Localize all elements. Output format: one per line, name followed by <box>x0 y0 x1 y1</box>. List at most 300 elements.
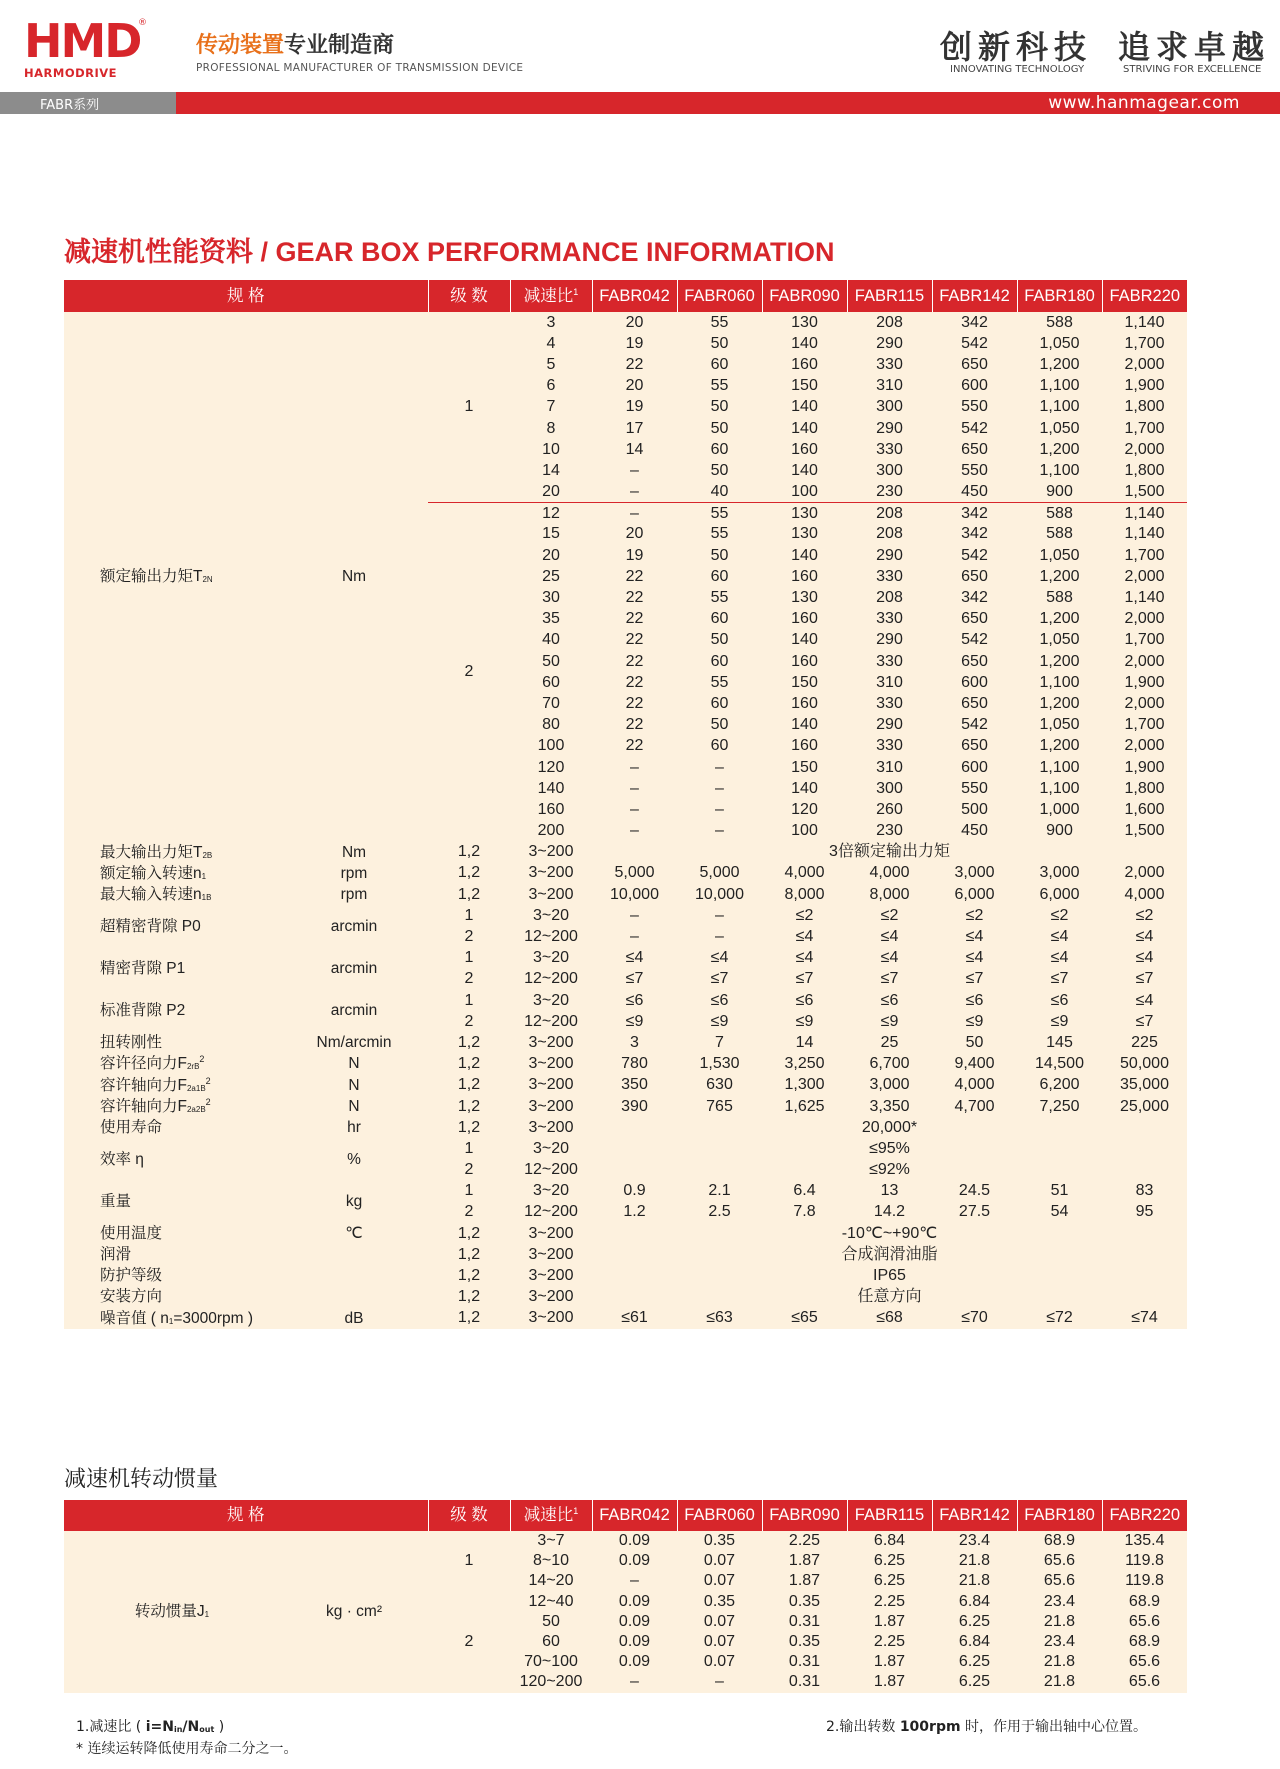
ratio-cell: 3~200 <box>510 842 592 863</box>
value-cell: 765 <box>677 1096 762 1117</box>
value-cell: 1,100 <box>1017 672 1102 693</box>
value-cell: 1,100 <box>1017 376 1102 397</box>
value-cell: 3,350 <box>847 1096 932 1117</box>
value-cell: 1,140 <box>1102 503 1187 524</box>
value-cell: 60 <box>677 693 762 714</box>
value-cell: – <box>677 778 762 799</box>
value-cell: ≤4 <box>1102 926 1187 947</box>
value-cell: 1,200 <box>1017 439 1102 460</box>
spec-unit: arcmin <box>280 905 428 947</box>
spec-unit: kg <box>280 1181 428 1223</box>
value-cell: 50 <box>677 630 762 651</box>
ratio-cell: 3~20 <box>510 990 592 1011</box>
stage-cell: 1 <box>428 948 510 969</box>
value-cell: 21.8 <box>1017 1672 1102 1692</box>
value-cell: 1,700 <box>1102 715 1187 736</box>
value-cell: 650 <box>932 651 1017 672</box>
series-bar <box>0 92 176 114</box>
value-cell: ≤70 <box>932 1308 1017 1329</box>
value-cell: 120 <box>762 799 847 820</box>
header-model: FABR042 <box>592 1500 677 1531</box>
value-cell: 0.07 <box>677 1612 762 1632</box>
stage-cell: 2 <box>428 969 510 990</box>
value-cell: 135.4 <box>1102 1531 1187 1551</box>
value-cell: ≤68 <box>847 1308 932 1329</box>
value-cell: ≤7 <box>847 969 932 990</box>
ratio-cell: 3~20 <box>510 1138 592 1159</box>
spec-unit: rpm <box>280 863 428 884</box>
stage-cell: 1,2 <box>428 1265 510 1286</box>
value-cell: 1,050 <box>1017 418 1102 439</box>
value-cell: 0.07 <box>677 1632 762 1652</box>
value-cell: ≤4 <box>1102 990 1187 1011</box>
value-cell: 130 <box>762 524 847 545</box>
value-cell: ≤6 <box>677 990 762 1011</box>
value-cell: ≤6 <box>762 990 847 1011</box>
header-ratio: 减速比$^1$ <box>510 1500 592 1531</box>
table-row <box>64 990 1187 1011</box>
spec-label: 润滑 <box>64 1244 280 1265</box>
value-cell: 0.09 <box>592 1612 677 1632</box>
header-model: FABR180 <box>1017 280 1102 312</box>
value-cell: 330 <box>847 439 932 460</box>
ratio-cell: 50 <box>510 1612 592 1632</box>
value-cell: 0.09 <box>592 1632 677 1652</box>
spec-label: 效率 η <box>64 1138 280 1180</box>
spec-unit: N <box>280 1075 428 1096</box>
value-cell: 1.87 <box>762 1551 847 1571</box>
slogan-striving: 追求卓越 <box>1118 28 1271 66</box>
value-cell: 290 <box>847 418 932 439</box>
value-cell: – <box>592 757 677 778</box>
value-cell: 2,000 <box>1102 439 1187 460</box>
stage-cell: 1 <box>428 1181 510 1202</box>
value-cell: 160 <box>762 736 847 757</box>
value-cell: 6.25 <box>847 1571 932 1591</box>
value-cell: 1,200 <box>1017 354 1102 375</box>
value-cell: 1.87 <box>762 1571 847 1591</box>
logo-subtitle: HARMODRIVE <box>24 66 118 80</box>
ratio-cell: 20 <box>510 545 592 566</box>
value-cell: 14.2 <box>847 1202 932 1223</box>
value-cell: ≤74 <box>1102 1308 1187 1329</box>
value-cell: 68.9 <box>1102 1632 1187 1652</box>
value-cell: 6,200 <box>1017 1075 1102 1096</box>
value-cell: 6.25 <box>847 1551 932 1571</box>
ratio-cell: 100 <box>510 736 592 757</box>
value-cell: ≤7 <box>1102 969 1187 990</box>
value-cell: 1,100 <box>1017 757 1102 778</box>
spec-label: 容许轴向力$F2a1B^2$ <box>64 1075 280 1096</box>
value-cell: 342 <box>932 312 1017 333</box>
value-cell: 119.8 <box>1102 1571 1187 1591</box>
value-cell: 542 <box>932 630 1017 651</box>
value-cell: 3 <box>592 1032 677 1053</box>
value-cell: 65.6 <box>1017 1551 1102 1571</box>
value-cell: 1,700 <box>1102 630 1187 651</box>
value-cell: ≤7 <box>932 969 1017 990</box>
value-cell: – <box>677 905 762 926</box>
value-cell: 2.25 <box>847 1592 932 1612</box>
value-cell: 310 <box>847 672 932 693</box>
value-cell: 1,200 <box>1017 693 1102 714</box>
table-row <box>64 312 1187 333</box>
header-model: FABR060 <box>677 280 762 312</box>
value-cell: ≤4 <box>932 948 1017 969</box>
value-cell: 1,140 <box>1102 587 1187 608</box>
value-cell: 1.2 <box>592 1202 677 1223</box>
value-cell: 55 <box>677 312 762 333</box>
footnote-speed: 2.输出转数 100rpm 时，作用于输出轴中心位置。 <box>826 1719 1148 1735</box>
value-cell: 130 <box>762 503 847 524</box>
value-cell: ≤65 <box>762 1308 847 1329</box>
ratio-cell: 40 <box>510 630 592 651</box>
value-cell: 3,000 <box>847 1075 932 1096</box>
value-cell: 130 <box>762 587 847 608</box>
value-cell: 19 <box>592 397 677 418</box>
value-cell: 600 <box>932 757 1017 778</box>
value-cell: 1,050 <box>1017 545 1102 566</box>
ratio-cell: 3 <box>510 312 592 333</box>
value-cell: 290 <box>847 715 932 736</box>
spec-unit: arcmin <box>280 990 428 1032</box>
value-cell: – <box>592 799 677 820</box>
value-cell: 1,200 <box>1017 609 1102 630</box>
header-model: FABR142 <box>932 280 1017 312</box>
value-cell: ≤4 <box>1017 926 1102 947</box>
stage-cell: 2 <box>428 1592 510 1693</box>
performance-table-header <box>64 280 1187 312</box>
value-cell: 54 <box>1017 1202 1102 1223</box>
spec-unit <box>280 1287 428 1308</box>
table-row <box>64 1308 1187 1329</box>
company-logo <box>24 14 144 80</box>
value-cell: 650 <box>932 566 1017 587</box>
header-model: FABR220 <box>1102 1500 1187 1531</box>
value-cell: 2,000 <box>1102 354 1187 375</box>
ratio-cell: 14 <box>510 460 592 481</box>
value-cell: 2,000 <box>1102 651 1187 672</box>
stage-cell: 1,2 <box>428 1287 510 1308</box>
value-cell: 330 <box>847 651 932 672</box>
spec-label: 容许径向力$F2rB^2$ <box>64 1054 280 1075</box>
header-model: FABR142 <box>932 1500 1017 1531</box>
value-cell: ≤9 <box>677 1011 762 1032</box>
value-cell: 150 <box>762 757 847 778</box>
value-cell: – <box>592 821 677 842</box>
spec-label: 精密背隙 P1 <box>64 948 280 990</box>
value-cell: 542 <box>932 545 1017 566</box>
value-cell: 630 <box>677 1075 762 1096</box>
value-cell: 208 <box>847 587 932 608</box>
ratio-cell: 140 <box>510 778 592 799</box>
value-cell: 3,000 <box>932 863 1017 884</box>
merged-value-cell: IP65 <box>592 1265 1187 1286</box>
spec-label: 防护等级 <box>64 1265 280 1286</box>
value-cell: 22 <box>592 566 677 587</box>
stage-cell: 1 <box>428 905 510 926</box>
value-cell: 50 <box>677 397 762 418</box>
value-cell: ≤9 <box>762 1011 847 1032</box>
value-cell: 450 <box>932 821 1017 842</box>
spec-unit: rpm <box>280 884 428 905</box>
value-cell: ≤2 <box>1102 905 1187 926</box>
value-cell: 1,050 <box>1017 333 1102 354</box>
ratio-cell: 4 <box>510 333 592 354</box>
value-cell: ≤2 <box>1017 905 1102 926</box>
value-cell: 300 <box>847 778 932 799</box>
inertia-table <box>64 1500 1187 1693</box>
value-cell: 60 <box>677 439 762 460</box>
value-cell: 9,400 <box>932 1054 1017 1075</box>
value-cell: 145 <box>1017 1032 1102 1053</box>
spec-unit <box>280 1244 428 1265</box>
value-cell: 6.84 <box>932 1592 1017 1612</box>
value-cell: 342 <box>932 503 1017 524</box>
value-cell: 23.4 <box>1017 1632 1102 1652</box>
table-row <box>64 1287 1187 1308</box>
value-cell: ≤6 <box>847 990 932 1011</box>
value-cell: ≤4 <box>847 948 932 969</box>
header-model: FABR180 <box>1017 1500 1102 1531</box>
table-row <box>64 1244 1187 1265</box>
ratio-cell: 12~40 <box>510 1592 592 1612</box>
value-cell: 0.31 <box>762 1672 847 1692</box>
spec-unit: hr <box>280 1117 428 1138</box>
value-cell: 0.09 <box>592 1551 677 1571</box>
stage-cell: 1 <box>428 1531 510 1592</box>
value-cell: 22 <box>592 736 677 757</box>
value-cell: 4,700 <box>932 1096 1017 1117</box>
value-cell: 68.9 <box>1017 1531 1102 1551</box>
value-cell: 650 <box>932 736 1017 757</box>
slogan-innovating: 创新科技 <box>940 28 1093 66</box>
value-cell: 55 <box>677 524 762 545</box>
value-cell: 40 <box>677 482 762 503</box>
stage-cell: 2 <box>428 926 510 947</box>
inertia-table-header <box>64 1500 1187 1531</box>
page-header <box>0 0 1280 120</box>
value-cell: 588 <box>1017 587 1102 608</box>
stage-cell: 1,2 <box>428 1075 510 1096</box>
value-cell: 60 <box>677 609 762 630</box>
value-cell: 50 <box>677 460 762 481</box>
value-cell: 1.87 <box>847 1672 932 1692</box>
value-cell: 10,000 <box>592 884 677 905</box>
header-model: FABR042 <box>592 280 677 312</box>
value-cell: 68.9 <box>1102 1592 1187 1612</box>
ratio-cell: 12~200 <box>510 1011 592 1032</box>
value-cell: 260 <box>847 799 932 820</box>
value-cell: 342 <box>932 587 1017 608</box>
value-cell: 650 <box>932 439 1017 460</box>
ratio-cell: 50 <box>510 651 592 672</box>
value-cell: 0.07 <box>677 1571 762 1591</box>
value-cell: – <box>592 905 677 926</box>
value-cell: 342 <box>932 524 1017 545</box>
value-cell: 225 <box>1102 1032 1187 1053</box>
spec-label: 最大输出力矩T2B <box>64 842 280 863</box>
value-cell: 8,000 <box>762 884 847 905</box>
ratio-cell: 3~200 <box>510 1032 592 1053</box>
value-cell: 22 <box>592 587 677 608</box>
slogan-innovating-en: INNOVATING TECHNOLOGY <box>950 64 1085 75</box>
value-cell: 310 <box>847 757 932 778</box>
ratio-cell: 7 <box>510 397 592 418</box>
ratio-cell: 3~200 <box>510 1244 592 1265</box>
stage-cell: 1,2 <box>428 1054 510 1075</box>
stage-cell: 1,2 <box>428 1096 510 1117</box>
value-cell: 1,140 <box>1102 312 1187 333</box>
value-cell: 21.8 <box>932 1571 1017 1591</box>
website-link[interactable]: www.hanmagear.com <box>1048 93 1240 113</box>
spec-label: 扭转刚性 <box>64 1032 280 1053</box>
value-cell: 1,600 <box>1102 799 1187 820</box>
value-cell: 3,250 <box>762 1054 847 1075</box>
value-cell: 3,000 <box>1017 863 1102 884</box>
value-cell: 65.6 <box>1102 1652 1187 1672</box>
value-cell: – <box>677 926 762 947</box>
logo-mark: HMD <box>24 14 141 68</box>
header-model: FABR115 <box>847 280 932 312</box>
header-stages: 级 数 <box>428 1500 510 1531</box>
value-cell: 1.87 <box>847 1612 932 1632</box>
value-cell: – <box>592 460 677 481</box>
value-cell: 0.35 <box>677 1592 762 1612</box>
value-cell: – <box>592 778 677 799</box>
header-model: FABR115 <box>847 1500 932 1531</box>
value-cell: ≤6 <box>1017 990 1102 1011</box>
section-title-inertia: 减速机转动惯量 <box>64 1467 219 1492</box>
value-cell: 21.8 <box>1017 1612 1102 1632</box>
footnote-ratio: 1.减速比 ( i=Nin/Nout ) <box>76 1719 225 1735</box>
value-cell: 1,700 <box>1102 418 1187 439</box>
ratio-cell: 30 <box>510 587 592 608</box>
value-cell: 230 <box>847 482 932 503</box>
value-cell: 588 <box>1017 503 1102 524</box>
slogan-striving-en: STRIVING FOR EXCELLENCE <box>1123 64 1262 75</box>
value-cell: 22 <box>592 672 677 693</box>
value-cell: 130 <box>762 312 847 333</box>
spec-label: 噪音值 ( n1=3000rpm ) <box>64 1308 280 1329</box>
value-cell: 2,000 <box>1102 736 1187 757</box>
ratio-cell: 3~200 <box>510 1265 592 1286</box>
value-cell: 51 <box>1017 1181 1102 1202</box>
value-cell: – <box>592 482 677 503</box>
ratio-cell: 12~200 <box>510 969 592 990</box>
value-cell: 1,100 <box>1017 460 1102 481</box>
value-cell: 290 <box>847 333 932 354</box>
value-cell: 22 <box>592 609 677 630</box>
ratio-cell: 8 <box>510 418 592 439</box>
value-cell: 65.6 <box>1017 1571 1102 1591</box>
stage-cell: 1 <box>428 312 510 503</box>
spec-label: 额定输出力矩T2N <box>64 312 280 842</box>
value-cell: ≤7 <box>1102 1011 1187 1032</box>
value-cell: 0.07 <box>677 1551 762 1571</box>
spec-label: 标准背隙 P2 <box>64 990 280 1032</box>
stage-cell: 2 <box>428 1160 510 1181</box>
ratio-cell: 3~200 <box>510 884 592 905</box>
value-cell: 6.84 <box>932 1632 1017 1652</box>
value-cell: – <box>677 821 762 842</box>
header-stages: 级 数 <box>428 280 510 312</box>
table-row <box>64 1531 1187 1551</box>
value-cell: 65.6 <box>1102 1672 1187 1692</box>
value-cell: 160 <box>762 566 847 587</box>
value-cell: 19 <box>592 333 677 354</box>
value-cell: 21.8 <box>932 1551 1017 1571</box>
value-cell: 50,000 <box>1102 1054 1187 1075</box>
value-cell: 230 <box>847 821 932 842</box>
table-row <box>64 1138 1187 1159</box>
merged-value-cell: -10℃~+90℃ <box>592 1223 1187 1244</box>
value-cell: ≤9 <box>847 1011 932 1032</box>
value-cell: 300 <box>847 460 932 481</box>
value-cell: 0.09 <box>592 1592 677 1612</box>
stage-cell: 1,2 <box>428 1117 510 1138</box>
value-cell: 2.5 <box>677 1202 762 1223</box>
ratio-cell: 3~200 <box>510 863 592 884</box>
spec-unit: % <box>280 1138 428 1180</box>
value-cell: 1,100 <box>1017 778 1102 799</box>
table-row <box>64 1054 1187 1075</box>
value-cell: 60 <box>677 566 762 587</box>
section-title-performance: 减速机性能资料 / GEAR BOX PERFORMANCE INFORMATION <box>64 237 835 267</box>
value-cell: 17 <box>592 418 677 439</box>
value-cell: 0.35 <box>677 1531 762 1551</box>
spec-label: 转动惯量J1 <box>64 1531 280 1693</box>
value-cell: 290 <box>847 630 932 651</box>
value-cell: 25,000 <box>1102 1096 1187 1117</box>
spec-unit: Nm <box>280 312 428 842</box>
ratio-cell: 70 <box>510 693 592 714</box>
value-cell: 140 <box>762 545 847 566</box>
value-cell: 140 <box>762 715 847 736</box>
value-cell: – <box>592 503 677 524</box>
merged-value-cell: ≤95% <box>592 1138 1187 1159</box>
value-cell: ≤7 <box>592 969 677 990</box>
value-cell: 0.09 <box>592 1531 677 1551</box>
value-cell: 0.07 <box>677 1652 762 1672</box>
table-row <box>64 1032 1187 1053</box>
spec-label: 安装方向 <box>64 1287 280 1308</box>
value-cell: 55 <box>677 587 762 608</box>
stage-cell: 2 <box>428 1011 510 1032</box>
value-cell: ≤63 <box>677 1308 762 1329</box>
ratio-cell: 3~7 <box>510 1531 592 1551</box>
ratio-cell: 3~20 <box>510 948 592 969</box>
value-cell: 19 <box>592 545 677 566</box>
header-spec: 规 格 <box>64 280 428 312</box>
value-cell: 588 <box>1017 524 1102 545</box>
website-bar <box>176 92 1280 114</box>
value-cell: 8,000 <box>847 884 932 905</box>
value-cell: 1,900 <box>1102 757 1187 778</box>
value-cell: 2.1 <box>677 1181 762 1202</box>
value-cell: 6.25 <box>932 1672 1017 1692</box>
table-row <box>64 842 1187 863</box>
value-cell: 50 <box>677 545 762 566</box>
header-model: FABR220 <box>1102 280 1187 312</box>
stage-cell: 1,2 <box>428 842 510 863</box>
ratio-cell: 3~20 <box>510 1181 592 1202</box>
value-cell: 150 <box>762 672 847 693</box>
value-cell: 542 <box>932 418 1017 439</box>
value-cell: 1,300 <box>762 1075 847 1096</box>
value-cell: 1,900 <box>1102 672 1187 693</box>
value-cell: 22 <box>592 715 677 736</box>
